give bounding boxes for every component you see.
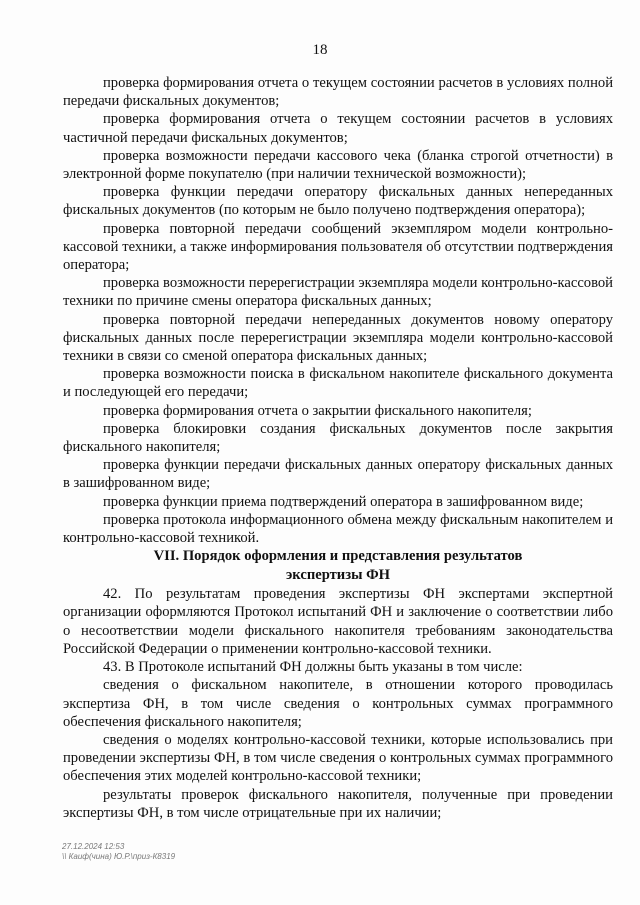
check-item: проверка функции передачи оператору фискальных данных непереданных фискальных документов (по которым не было получено подтверждения оператора);	[63, 184, 613, 219]
page-number: 18	[312, 42, 328, 58]
paragraph-43: 43. В Протоколе испытаний ФН должны быть указаны в том числе:	[103, 659, 523, 676]
check-item: проверка возможности перерегистрации экземпляра модели контрольно-кассовой техники по причине смены оператора фискальных данных;	[63, 275, 613, 310]
check-item: проверка функции передачи фискальных данных оператору фискальных данных в зашифрованном виде;	[63, 457, 613, 492]
check-item: проверка формирования отчета о закрытии фискального накопителя;	[103, 402, 532, 419]
check-item: проверка возможности передачи кассового чека (бланка строгой отчетности) в электронной форме покупателю (при наличии технической возможности);	[63, 147, 613, 183]
check-item: проверка формирования отчета о текущем состоянии расчетов в условиях частичной передачи фискальных документов;	[63, 111, 613, 146]
check-item: проверка повторной передачи сообщений экземпляром модели контрольно-кассовой техники, а также информирования пользователя об отсутствии подтверждения оператора;	[63, 220, 613, 274]
print-stamp	[62, 842, 175, 862]
paragraph-item: результаты проверок фискального накопителя, полученные при проведении экспертизы ФН, в том числе отрицательные при их наличии;	[63, 786, 613, 821]
section-heading-line: экспертизы ФН	[285, 567, 390, 584]
check-item: проверка формирования отчета о текущем состоянии расчетов в условиях полной передачи фискальных документов;	[63, 75, 613, 110]
print-stamp-date: 27.12.2024 12:53	[62, 842, 125, 851]
document-body	[63, 74, 613, 822]
check-item: проверка блокировки создания фискальных документов после закрытия фискального накопителя;	[63, 420, 613, 456]
paragraph-42: 42. По результатам проведения экспертизы ФН экспертами экспертной организации оформляются Протокол испытаний ФН и заключение о соответствии либо о несоответствии модели фискального накопителя требованиям законодательства Российской Федерации о применении контрольно-кассовой техники.	[63, 586, 613, 657]
check-item: проверка повторной передачи непереданных документов новому оператору фискальных данных после перерегистрации экземпляра модели контрольно-кассовой техники в связи со сменой оператора фискальных данных;	[63, 311, 613, 365]
check-item: проверка функции приема подтверждений оператора в зашифрованном виде;	[103, 493, 584, 510]
paragraph-item: сведения о моделях контрольно-кассовой техники, которые использовались при проведении экспертизы ФН, в том числе сведения о контрольных суммах программного обеспечения этих моделей контрольно-кассовой техники;	[63, 731, 613, 785]
check-item: проверка возможности поиска в фискальном накопителе фискального документа и последующей его передачи;	[63, 366, 613, 401]
print-stamp-user: \\ Каиф(чина) Ю.Р.\приз-К8319	[62, 852, 176, 861]
section-heading	[63, 547, 613, 585]
paragraph-item: сведения о фискальном накопителе, в отношении которого проводилась экспертиза ФН, в том числе сведения о контрольных суммах программного обеспечения фискального накопителя;	[63, 677, 613, 730]
check-item: проверка протокола информационного обмена между фискальным накопителем и контрольно-кассовой техникой.	[63, 511, 613, 547]
section-heading-line: VII. Порядок оформления и представления результатов	[153, 548, 523, 565]
